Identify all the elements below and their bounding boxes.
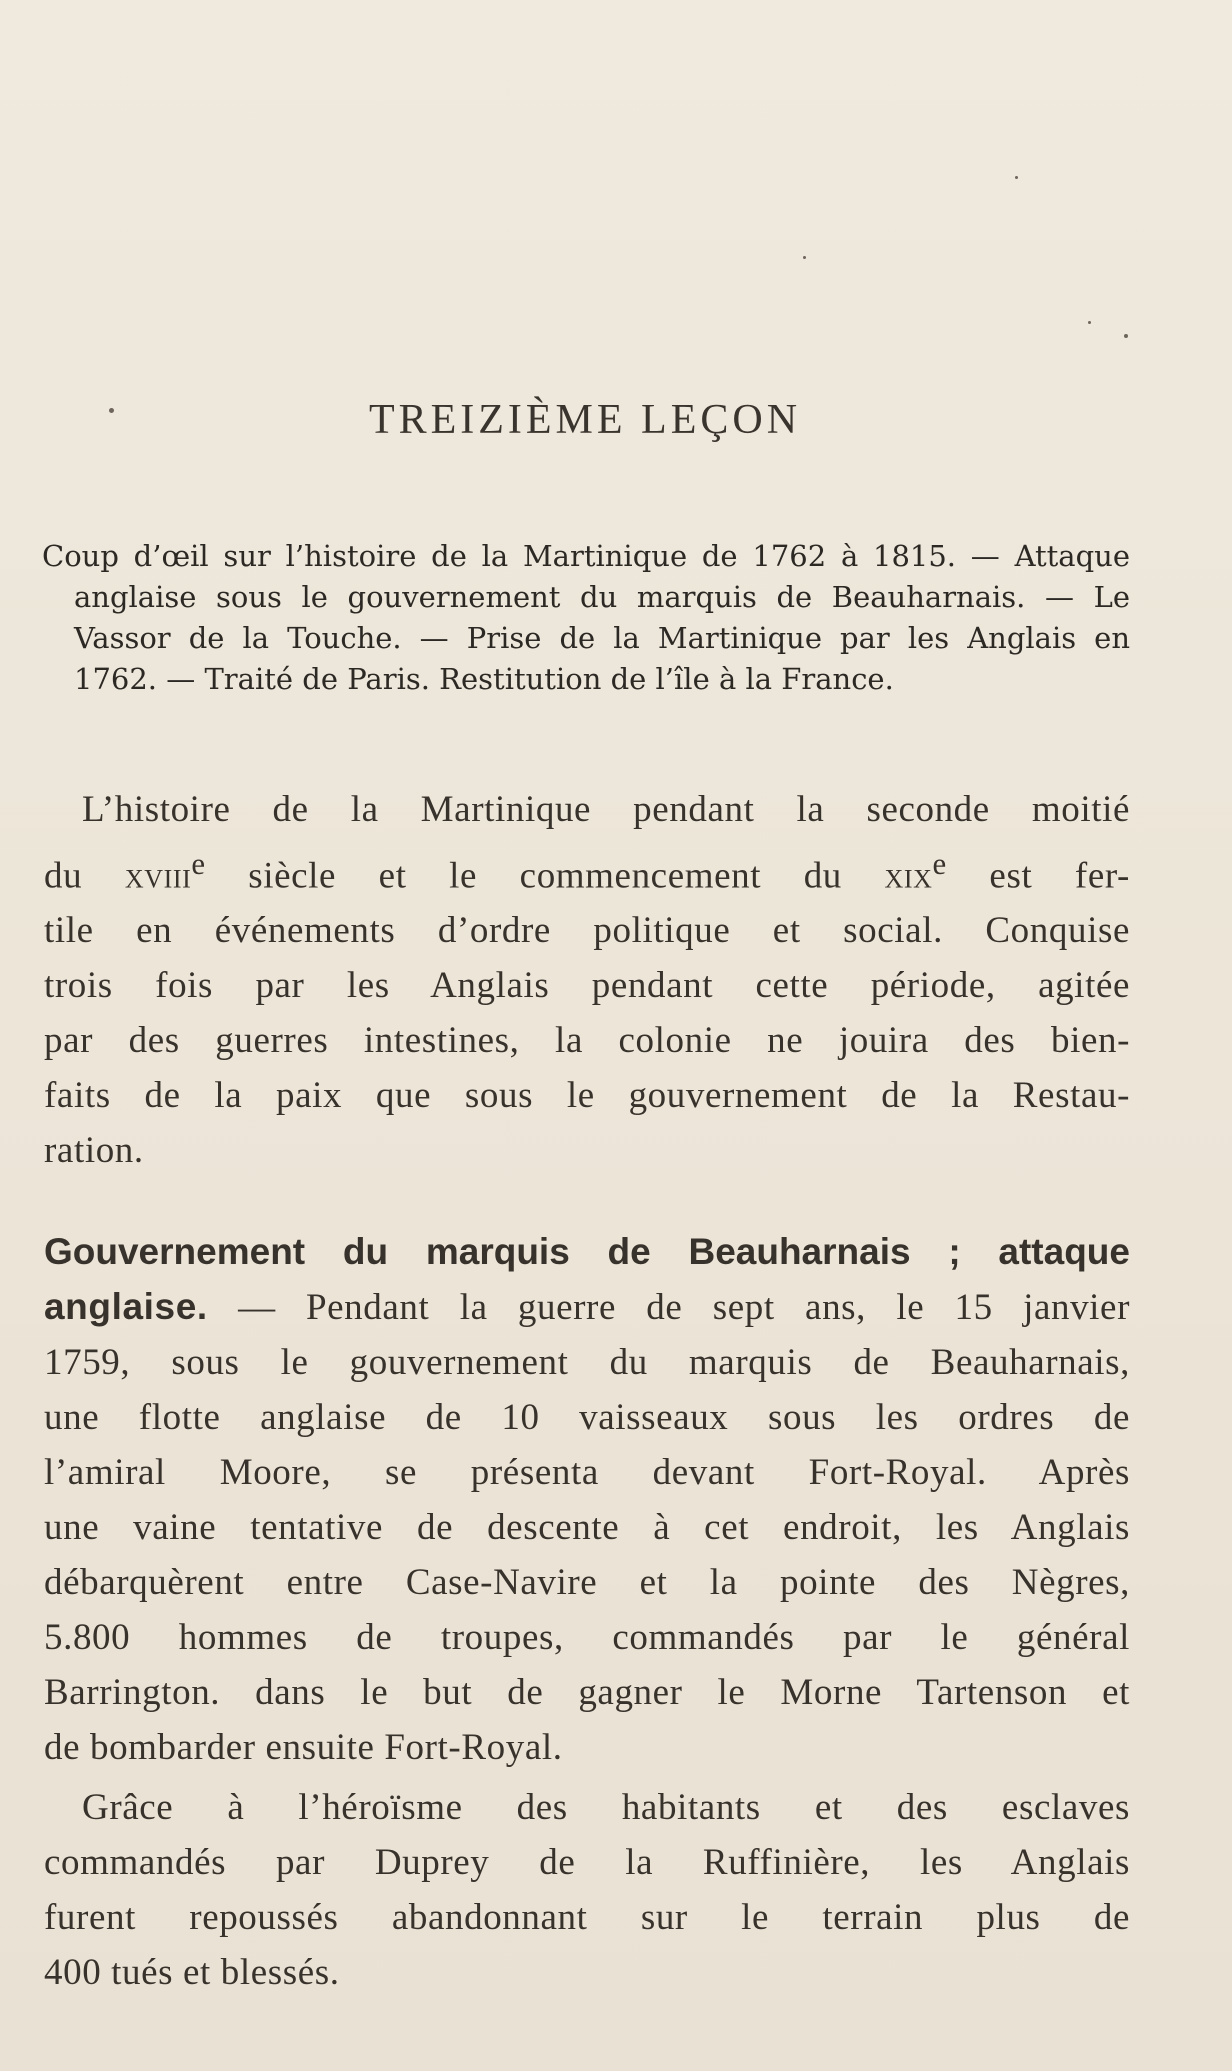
paper-speck xyxy=(1124,334,1128,338)
paragraph-line xyxy=(44,837,1130,903)
paragraph-line: L’histoire de la Martinique pendant la seconde moitié xyxy=(82,789,1130,830)
superscript: e xyxy=(191,847,206,881)
century-numeral: xviii xyxy=(124,855,192,897)
paragraph-line: ration. xyxy=(44,1130,144,1172)
chapter-summary xyxy=(42,536,1130,700)
paragraph-line: une vaine tentative de descente à cet endroit, les Anglais xyxy=(44,1507,1130,1548)
summary-line: anglaise sous le gouvernement du marquis de Beauharnais. — Le xyxy=(74,580,1130,614)
paragraph-line: l’amiral Moore, se présenta devant Fort-Royal. Après xyxy=(44,1452,1130,1493)
text-fragment: du xyxy=(44,855,125,897)
paragraph-line: une flotte anglaise de 10 vaisseaux sous les ordres de xyxy=(44,1397,1130,1438)
paragraph-line: furent repoussés abandonnant sur le terrain plus de xyxy=(44,1897,1130,1938)
century-numeral: xix xyxy=(884,855,933,897)
intro-paragraph xyxy=(44,782,1130,1178)
paragraph-line xyxy=(44,1279,1130,1335)
heroism-paragraph xyxy=(44,1780,1130,2000)
paper-speck xyxy=(1088,321,1091,324)
superscript: e xyxy=(932,847,947,881)
paragraph-line: 5.800 hommes de troupes, commandés par le général xyxy=(44,1617,1130,1658)
paragraph-line: faits de la paix que sous le gouvernement de la Restau- xyxy=(44,1075,1130,1117)
paragraph-line: débarquèrent entre Case-Navire et la pointe des Nègres, xyxy=(44,1562,1130,1603)
paragraph-line: Barrington. dans le but de gagner le Morne Tartenson et xyxy=(44,1672,1130,1713)
section-beauharnais xyxy=(44,1224,1130,1775)
section-heading xyxy=(44,1224,1130,1279)
paragraph-line: 400 tués et blessés. xyxy=(44,1952,340,1993)
paper-speck xyxy=(803,256,806,259)
section-heading-end: anglaise. xyxy=(44,1286,208,1327)
paragraph-line: trois fois par les Anglais pendant cette période, agitée xyxy=(44,965,1130,1007)
paragraph-line: tile en événements d’ordre politique et social. Conquise xyxy=(44,910,1130,952)
paragraph-line: commandés par Duprey de la Ruffinière, les Anglais xyxy=(44,1842,1130,1883)
text-fragment: — Pendant la guerre de sept ans, le 15 janvier xyxy=(207,1287,1130,1328)
summary-line: Vassor de la Touche. — Prise de la Martinique par les Anglais en xyxy=(74,621,1130,655)
paragraph-line: 1759, sous le gouvernement du marquis de Beauharnais, xyxy=(44,1342,1130,1383)
paragraph-line: par des guerres intestines, la colonie ne jouira des bien- xyxy=(44,1020,1130,1062)
summary-line: Coup d’œil sur l’histoire de la Martinique de 1762 à 1815. — Attaque xyxy=(42,539,1130,573)
text-fragment: siècle et le commencement du xyxy=(205,855,885,897)
chapter-title: TREIZIÈME LEÇON xyxy=(368,397,802,443)
section-heading-text: Gouvernement du marquis de Beauharnais ; attaque xyxy=(44,1231,1130,1272)
paragraph-line: Grâce à l’héroïsme des habitants et des esclaves xyxy=(82,1787,1130,1828)
summary-line: 1762. — Traité de Paris. Restitution de l’île à la France. xyxy=(74,662,894,696)
text-fragment: est fer- xyxy=(946,855,1130,897)
paper-speck xyxy=(1015,176,1018,179)
paragraph-line: de bombarder ensuite Fort-Royal. xyxy=(44,1727,563,1768)
